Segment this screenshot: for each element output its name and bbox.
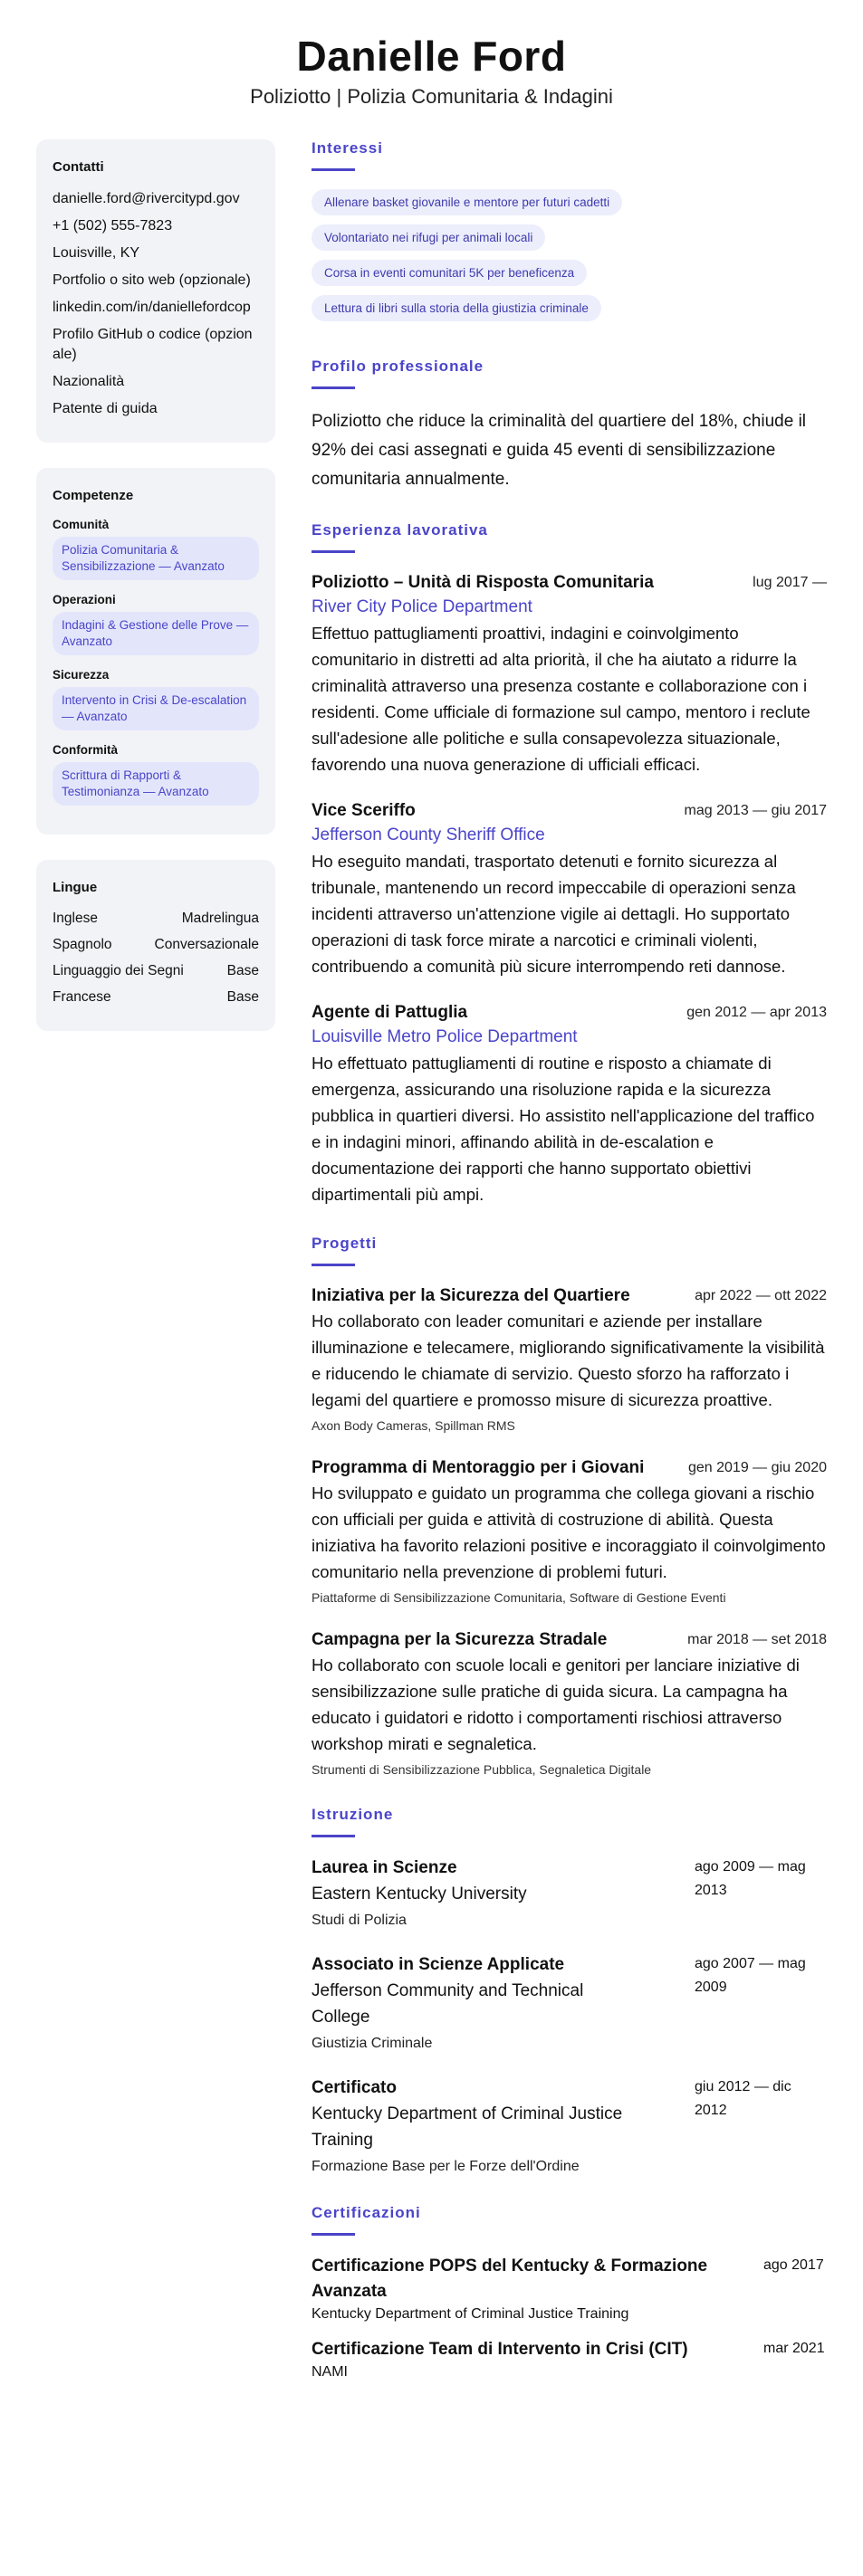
education-dates: ago 2007 — mag 2009 (695, 1956, 806, 1995)
field-of-study: Studi di Polizia (312, 1913, 407, 1928)
language-name: Francese (53, 989, 111, 1005)
language-row (53, 988, 259, 1007)
school-name: Kentucky Department of Criminal Justice Training (312, 2104, 623, 2150)
contact-location: Louisville, KY (53, 245, 140, 261)
skill-pill: Scrittura di Rapporti & Testimonianza — Avanzato (53, 762, 259, 806)
skill-category: Conformità (53, 743, 118, 757)
job-dates: gen 2012 — apr 2013 (686, 1005, 827, 1020)
skill-group (53, 518, 259, 580)
certification-issuer: NAMI (312, 2364, 348, 2380)
language-name: Spagnolo (53, 937, 112, 952)
school-name: Eastern Kentucky University (312, 1884, 527, 1903)
certification-date: mar 2021 (763, 2341, 825, 2356)
resume-body (0, 139, 863, 2409)
sidebar (36, 139, 275, 2409)
project-tools: Strumenti di Sensibilizzazione Pubblica, Segnaletica Digitale (312, 1762, 652, 1777)
interest-pill: Allenare basket giovanile e mentore per futuri cadetti (312, 189, 622, 215)
project-name: Programma di Mentoraggio per i Giovani (312, 1458, 645, 1477)
certification-name: Certificazione POPS del Kentucky & Formazione Avanzata (312, 2256, 708, 2301)
job-role: Poliziotto – Unità di Risposta Comunitaria (312, 573, 654, 592)
field-of-study: Giustizia Criminale (312, 2036, 433, 2051)
resume-header (0, 0, 863, 109)
job-dates: mag 2013 — giu 2017 (684, 803, 827, 818)
candidate-title: Poliziotto | Polizia Comunitaria & Indagini (250, 85, 613, 108)
section-title: Certificazioni (312, 2204, 421, 2221)
section-title: Interessi (312, 139, 383, 157)
skills-heading: Competenze (53, 488, 134, 503)
degree-name: Associato in Scienze Applicate (312, 1955, 565, 1974)
job-description: Ho eseguito mandati, trasportato detenuti e fornito sicurezza al tribunale, mantenendo un record impeccabile di operazioni senza incidenti attraverso un'attenzione vigile ai dettagli. Ho supportato operazioni di task force mirate a narcotici e criminali violenti, contribuendo a comunità più sicure interrompendo reti dannose. (312, 852, 796, 976)
contact-portfolio: Portfolio o sito web (opzionale) (53, 272, 251, 288)
certification-entry (312, 2337, 827, 2382)
language-level: Base (226, 963, 259, 978)
degree-name: Certificato (312, 2078, 397, 2097)
field-of-study: Formazione Base per le Forze dell'Ordine (312, 2159, 580, 2174)
interest-pill: Volontariato nei rifugi per animali locali (312, 224, 545, 251)
contacts-card (36, 139, 275, 443)
section-divider (312, 2233, 355, 2236)
contact-phone[interactable]: +1 (502) 555-7823 (53, 218, 173, 234)
interest-pill: Corsa in eventi comunitari 5K per beneficenza (312, 260, 587, 286)
job-employer: River City Police Department (312, 597, 532, 616)
skill-group (53, 743, 259, 806)
project-description: Ho collaborato con leader comunitari e aziende per installare illuminazione e telecamere, migliorando significativamente la visibilità e riducendo le chiamate di servizio. Questo sforzo ha rafforzato i legami del quartiere e promosso misure di sicurezza proattive. (312, 1312, 825, 1409)
contact-github: Profilo GitHub o codice (opzionale) (53, 327, 253, 362)
section-title: Profilo professionale (312, 358, 484, 375)
skill-pill: Polizia Comunitaria & Sensibilizzazione — Avanzato (53, 537, 259, 580)
project-entry (312, 1628, 827, 1779)
section-divider (312, 168, 355, 171)
contacts-heading: Contatti (53, 159, 104, 175)
skill-category: Operazioni (53, 593, 116, 606)
skill-group (53, 668, 259, 730)
language-name: Inglese (53, 911, 98, 926)
project-entry (312, 1456, 827, 1607)
project-description: Ho collaborato con scuole locali e genitori per lanciare iniziative di sensibilizzazione sulle pratiche di guida sicura. La campagna ha educato i guidatori e ridotto i comportamenti rischiosi attraverso workshop mirati e segnaletica. (312, 1655, 800, 1753)
contact-nationality: Nazionalità (53, 374, 125, 389)
language-level: Madrelingua (181, 911, 259, 926)
main-content (312, 139, 827, 2409)
experience-entry (312, 1001, 827, 1207)
certification-issuer: Kentucky Department of Criminal Justice Training (312, 2306, 629, 2322)
certification-entry (312, 2254, 827, 2324)
education-entry (312, 2075, 827, 2177)
certification-name: Certificazione Team di Intervento in Crisi (CIT) (312, 2340, 688, 2359)
experience-entry (312, 799, 827, 979)
candidate-name: Danielle Ford (296, 33, 567, 80)
project-dates: apr 2022 — ott 2022 (695, 1288, 827, 1303)
language-level: Base (226, 989, 259, 1005)
contact-linkedin[interactable]: linkedin.com/in/daniellefordcop (53, 300, 251, 315)
project-dates: mar 2018 — set 2018 (687, 1632, 827, 1647)
section-divider (312, 1264, 355, 1266)
section-title: Progetti (312, 1235, 378, 1252)
skill-category: Comunità (53, 518, 110, 531)
experience-section (312, 521, 827, 1207)
job-description: Effettuo pattugliamenti proattivi, indagini e coinvolgimento comunitario in distretti ad alta priorità, il che ha aiutato a ridurre la criminalità attraverso una presenza costante e collaborazione con i residenti. Come ufficiale di formazione sul campo, mentoro i reclute sull'adesione alle politiche e sulla consapevolezza situazionale, favorendo una nuova generazione di ufficiali efficaci. (312, 624, 810, 774)
profile-section (312, 358, 827, 494)
skill-pill: Intervento in Crisi & De-escalation — Avanzato (53, 687, 259, 730)
certifications-section (312, 2204, 827, 2382)
skill-group (53, 593, 259, 655)
degree-name: Laurea in Scienze (312, 1858, 457, 1877)
contact-driving-license: Patente di guida (53, 401, 158, 416)
education-entry (312, 1952, 827, 2054)
education-dates: giu 2012 — dic 2012 (695, 2079, 791, 2118)
language-row (53, 936, 259, 954)
project-tools: Piattaforme di Sensibilizzazione Comunitaria, Software di Gestione Eventi (312, 1590, 726, 1605)
language-level: Conversazionale (154, 937, 259, 952)
language-row (53, 910, 259, 928)
education-section (312, 1806, 827, 2177)
language-row (53, 962, 259, 980)
project-description: Ho sviluppato e guidato un programma che collega giovani a rischio con ufficiali per guida e attività di costruzione di abilità. Questa iniziativa ha favorito relazioni positive e incoraggiato il coinvolgimento comunitario nella prevenzione di problemi futuri. (312, 1484, 826, 1581)
job-employer: Jefferson County Sheriff Office (312, 825, 545, 844)
project-name: Iniziativa per la Sicurezza del Quartiere (312, 1286, 630, 1305)
interests-section (312, 139, 827, 330)
section-title: Istruzione (312, 1806, 394, 1823)
job-role: Vice Sceriffo (312, 801, 416, 820)
contact-email[interactable]: danielle.ford@rivercitypd.gov (53, 191, 240, 206)
job-employer: Louisville Metro Police Department (312, 1027, 578, 1046)
project-tools: Axon Body Cameras, Spillman RMS (312, 1418, 515, 1433)
job-description: Ho effettuato pattugliamenti di routine e risposto a chiamate di emergenza, assicurando una risoluzione rapida e la sicurezza pubblica in quartieri diversi. Ho assistito nell'applicazione del traffico e in indagini minori, affinando abilità in de-escalation e documentazione dei rapporti che hanno supportato obiettivi dipartimentali più ampi. (312, 1054, 815, 1204)
section-divider (312, 386, 355, 389)
education-entry (312, 1856, 827, 1931)
job-dates: lug 2017 — (753, 575, 827, 590)
education-dates: ago 2009 — mag 2013 (695, 1859, 806, 1898)
project-name: Campagna per la Sicurezza Stradale (312, 1630, 608, 1649)
languages-heading: Lingue (53, 880, 98, 895)
school-name: Jefferson Community and Technical College (312, 1981, 584, 2027)
languages-card (36, 860, 275, 1031)
project-dates: gen 2019 — giu 2020 (687, 1460, 827, 1475)
section-title: Esperienza lavorativa (312, 521, 488, 539)
experience-entry (312, 571, 827, 778)
skill-pill: Indagini & Gestione delle Prove — Avanzato (53, 612, 259, 655)
project-entry (312, 1284, 827, 1435)
profile-summary: Poliziotto che riduce la criminalità del quartiere del 18%, chiude il 92% dei casi assegnati e guida 45 eventi di sensibilizzazione comunitaria annualmente. (312, 412, 807, 489)
section-divider (312, 550, 355, 553)
job-role: Agente di Pattuglia (312, 1003, 468, 1022)
language-name: Linguaggio dei Segni (53, 963, 184, 978)
skills-card (36, 468, 275, 835)
section-divider (312, 1835, 355, 1837)
skill-category: Sicurezza (53, 668, 110, 682)
projects-section (312, 1235, 827, 1779)
certification-date: ago 2017 (763, 2257, 824, 2273)
interest-pill: Lettura di libri sulla storia della giustizia criminale (312, 295, 601, 321)
